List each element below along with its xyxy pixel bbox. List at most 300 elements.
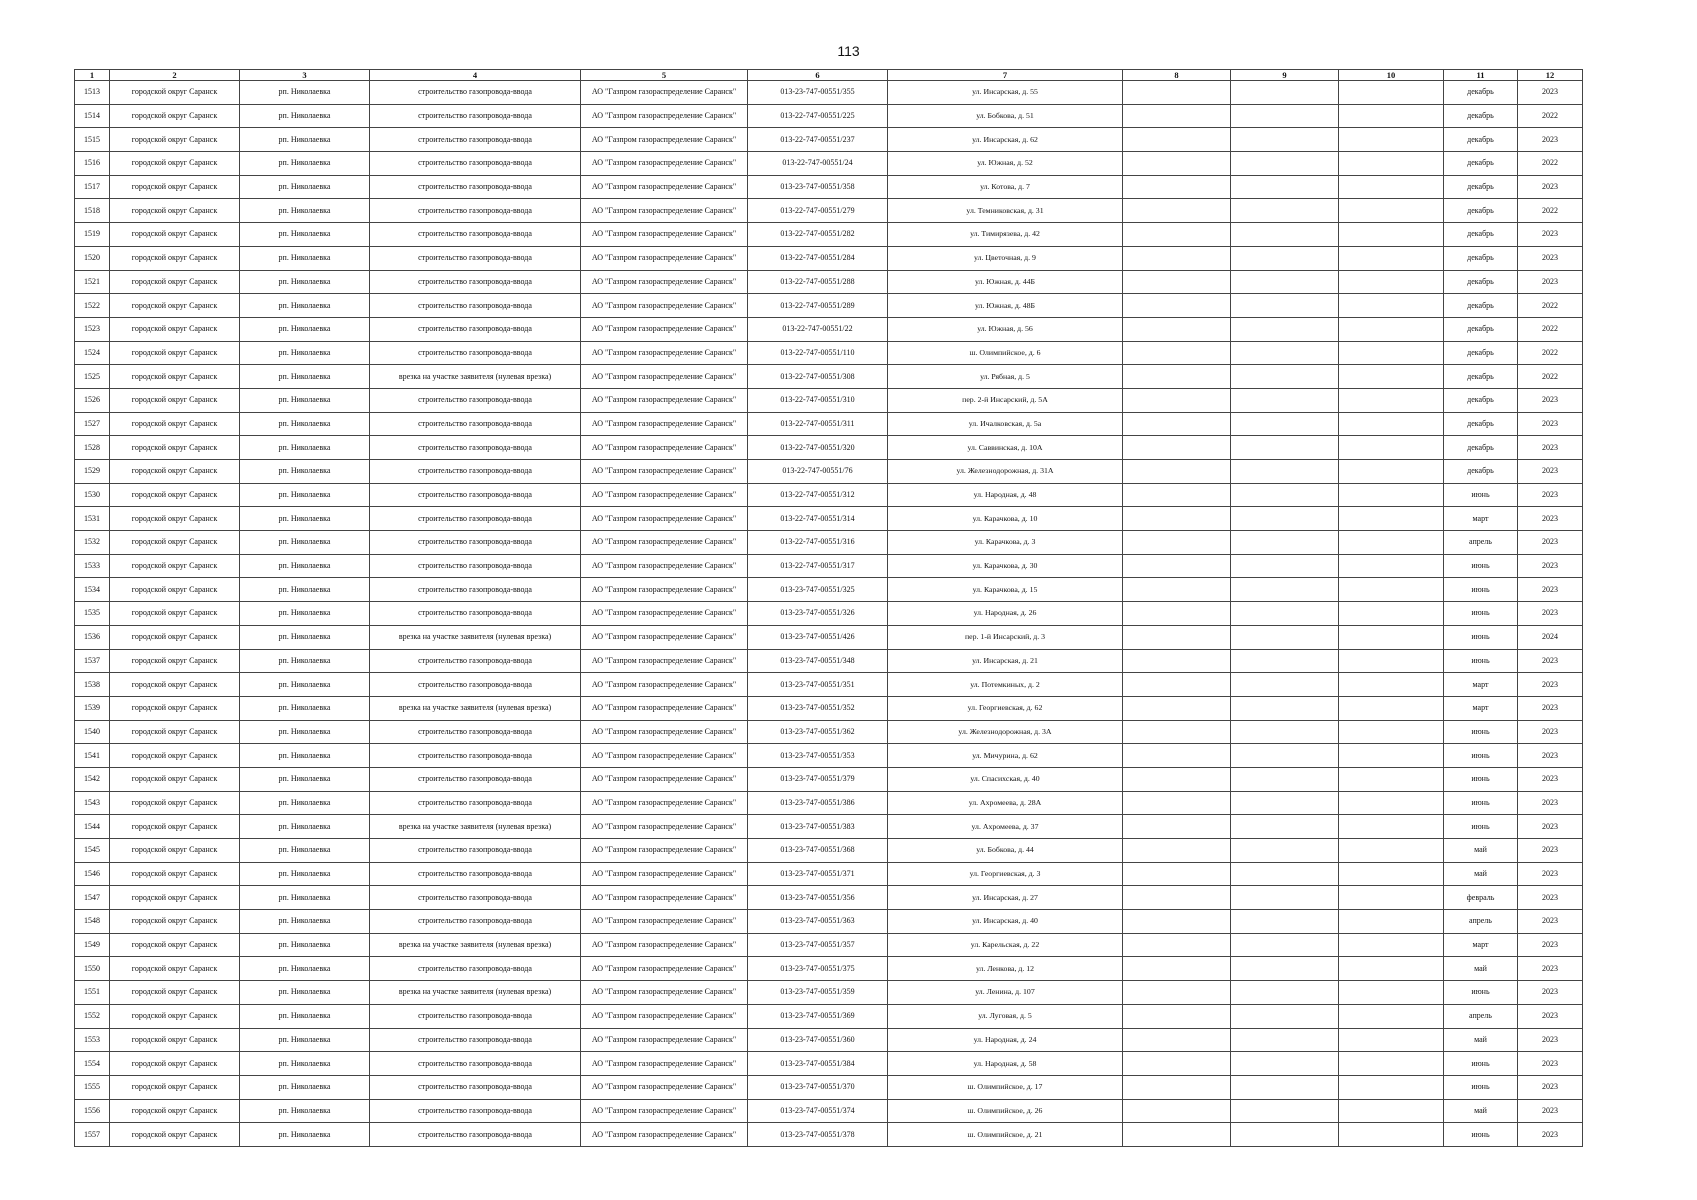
- cell-organization: АО "Газпром газораспределение Саранск": [581, 365, 748, 389]
- table-row: [75, 246, 1583, 270]
- cell-year: 2022: [1518, 317, 1583, 341]
- cell-row-number: 1517: [75, 175, 110, 199]
- cell-row-number: 1514: [75, 104, 110, 128]
- cell-month: июнь: [1444, 744, 1518, 768]
- cell-organization: АО "Газпром газораспределение Саранск": [581, 199, 748, 223]
- cell-col-8: [1123, 815, 1231, 839]
- cell-col-8: [1123, 412, 1231, 436]
- cell-col-8: [1123, 933, 1231, 957]
- cell-work-type: строительство газопровода-ввода: [370, 412, 581, 436]
- cell-organization: АО "Газпром газораспределение Саранск": [581, 554, 748, 578]
- cell-application-number: 013-22-747-00551/317: [748, 554, 888, 578]
- cell-application-number: 013-23-747-00551/386: [748, 791, 888, 815]
- cell-work-type: строительство газопровода-ввода: [370, 81, 581, 105]
- cell-application-number: 013-23-747-00551/375: [748, 957, 888, 981]
- cell-row-number: 1531: [75, 507, 110, 531]
- cell-month: апрель: [1444, 1004, 1518, 1028]
- cell-col-9: [1231, 696, 1339, 720]
- cell-year: 2023: [1518, 507, 1583, 531]
- cell-municipality: городской округ Саранск: [110, 128, 240, 152]
- cell-year: 2023: [1518, 483, 1583, 507]
- cell-year: 2023: [1518, 744, 1583, 768]
- cell-year: 2023: [1518, 128, 1583, 152]
- table-row: [75, 649, 1583, 673]
- cell-application-number: 013-22-747-00551/22: [748, 317, 888, 341]
- cell-month: декабрь: [1444, 152, 1518, 176]
- table-row: [75, 294, 1583, 318]
- cell-address: ул. Котова, д. 7: [888, 175, 1123, 199]
- cell-year: 2023: [1518, 886, 1583, 910]
- cell-month: декабрь: [1444, 388, 1518, 412]
- cell-address: ул. Южная, д. 56: [888, 317, 1123, 341]
- cell-settlement: рп. Николаевка: [240, 1028, 370, 1052]
- cell-col-8: [1123, 791, 1231, 815]
- cell-settlement: рп. Николаевка: [240, 507, 370, 531]
- cell-municipality: городской округ Саранск: [110, 507, 240, 531]
- cell-month: июнь: [1444, 1052, 1518, 1076]
- cell-address: ул. Железнодорожная, д. 3А: [888, 720, 1123, 744]
- cell-application-number: 013-23-747-00551/362: [748, 720, 888, 744]
- cell-row-number: 1518: [75, 199, 110, 223]
- cell-col-10: [1339, 886, 1444, 910]
- cell-year: 2023: [1518, 957, 1583, 981]
- cell-settlement: рп. Николаевка: [240, 128, 370, 152]
- cell-row-number: 1534: [75, 578, 110, 602]
- table-row: [75, 365, 1583, 389]
- cell-col-10: [1339, 862, 1444, 886]
- table-row: [75, 720, 1583, 744]
- cell-settlement: рп. Николаевка: [240, 1052, 370, 1076]
- col-header: 2: [110, 70, 240, 81]
- cell-address: ул. Потемкиных, д. 2: [888, 673, 1123, 697]
- cell-col-9: [1231, 767, 1339, 791]
- cell-municipality: городской округ Саранск: [110, 791, 240, 815]
- cell-row-number: 1553: [75, 1028, 110, 1052]
- cell-col-8: [1123, 436, 1231, 460]
- cell-col-8: [1123, 1123, 1231, 1147]
- cell-work-type: строительство газопровода-ввода: [370, 483, 581, 507]
- cell-year: 2022: [1518, 341, 1583, 365]
- cell-month: февраль: [1444, 886, 1518, 910]
- cell-col-8: [1123, 460, 1231, 484]
- table-row: [75, 767, 1583, 791]
- cell-col-8: [1123, 246, 1231, 270]
- cell-col-10: [1339, 744, 1444, 768]
- cell-work-type: строительство газопровода-ввода: [370, 104, 581, 128]
- cell-col-10: [1339, 365, 1444, 389]
- table-row: [75, 341, 1583, 365]
- cell-address: ул. Ичалковская, д. 5а: [888, 412, 1123, 436]
- cell-municipality: городской округ Саранск: [110, 341, 240, 365]
- cell-municipality: городской округ Саранск: [110, 554, 240, 578]
- cell-settlement: рп. Николаевка: [240, 602, 370, 626]
- cell-address: ул. Тимирязева, д. 42: [888, 223, 1123, 247]
- cell-col-10: [1339, 791, 1444, 815]
- cell-year: 2023: [1518, 791, 1583, 815]
- cell-work-type: строительство газопровода-ввода: [370, 791, 581, 815]
- cell-work-type: врезка на участке заявителя (нулевая врезка): [370, 625, 581, 649]
- cell-work-type: строительство газопровода-ввода: [370, 578, 581, 602]
- cell-settlement: рп. Николаевка: [240, 1075, 370, 1099]
- cell-col-10: [1339, 720, 1444, 744]
- cell-month: июнь: [1444, 791, 1518, 815]
- col-header: 3: [240, 70, 370, 81]
- cell-municipality: городской округ Саранск: [110, 981, 240, 1005]
- cell-col-10: [1339, 1075, 1444, 1099]
- cell-year: 2023: [1518, 1123, 1583, 1147]
- cell-organization: АО "Газпром газораспределение Саранск": [581, 460, 748, 484]
- cell-work-type: строительство газопровода-ввода: [370, 910, 581, 934]
- cell-year: 2023: [1518, 767, 1583, 791]
- cell-col-8: [1123, 744, 1231, 768]
- cell-work-type: строительство газопровода-ввода: [370, 507, 581, 531]
- cell-application-number: 013-23-747-00551/379: [748, 767, 888, 791]
- cell-address: ул. Железнодорожная, д. 31А: [888, 460, 1123, 484]
- cell-work-type: строительство газопровода-ввода: [370, 862, 581, 886]
- cell-year: 2023: [1518, 436, 1583, 460]
- cell-work-type: строительство газопровода-ввода: [370, 720, 581, 744]
- cell-col-8: [1123, 886, 1231, 910]
- cell-col-10: [1339, 317, 1444, 341]
- cell-municipality: городской округ Саранск: [110, 578, 240, 602]
- cell-municipality: городской округ Саранск: [110, 388, 240, 412]
- cell-settlement: рп. Николаевка: [240, 815, 370, 839]
- cell-month: июнь: [1444, 1075, 1518, 1099]
- cell-row-number: 1551: [75, 981, 110, 1005]
- cell-row-number: 1546: [75, 862, 110, 886]
- cell-municipality: городской округ Саранск: [110, 1123, 240, 1147]
- cell-row-number: 1548: [75, 910, 110, 934]
- cell-col-8: [1123, 223, 1231, 247]
- cell-organization: АО "Газпром газораспределение Саранск": [581, 1075, 748, 1099]
- cell-col-9: [1231, 483, 1339, 507]
- cell-organization: АО "Газпром газораспределение Саранск": [581, 1123, 748, 1147]
- cell-settlement: рп. Николаевка: [240, 625, 370, 649]
- cell-application-number: 013-22-747-00551/314: [748, 507, 888, 531]
- cell-col-8: [1123, 317, 1231, 341]
- cell-row-number: 1521: [75, 270, 110, 294]
- cell-organization: АО "Газпром газораспределение Саранск": [581, 317, 748, 341]
- cell-col-9: [1231, 507, 1339, 531]
- cell-address: ул. Народная, д. 24: [888, 1028, 1123, 1052]
- cell-col-10: [1339, 981, 1444, 1005]
- table-row: [75, 175, 1583, 199]
- cell-col-9: [1231, 1028, 1339, 1052]
- cell-col-10: [1339, 554, 1444, 578]
- cell-settlement: рп. Николаевка: [240, 839, 370, 863]
- table-row: [75, 886, 1583, 910]
- table-row: [75, 270, 1583, 294]
- cell-col-9: [1231, 294, 1339, 318]
- cell-settlement: рп. Николаевка: [240, 649, 370, 673]
- cell-address: ул. Карачкова, д. 30: [888, 554, 1123, 578]
- cell-address: ул. Народная, д. 58: [888, 1052, 1123, 1076]
- cell-month: декабрь: [1444, 294, 1518, 318]
- cell-col-8: [1123, 862, 1231, 886]
- cell-settlement: рп. Николаевка: [240, 104, 370, 128]
- cell-col-10: [1339, 104, 1444, 128]
- cell-settlement: рп. Николаевка: [240, 696, 370, 720]
- cell-address: ул. Южная, д. 52: [888, 152, 1123, 176]
- cell-row-number: 1516: [75, 152, 110, 176]
- cell-work-type: врезка на участке заявителя (нулевая врезка): [370, 365, 581, 389]
- cell-row-number: 1519: [75, 223, 110, 247]
- cell-settlement: рп. Николаевка: [240, 460, 370, 484]
- cell-month: декабрь: [1444, 460, 1518, 484]
- cell-organization: АО "Газпром газораспределение Саранск": [581, 388, 748, 412]
- col-header: 1: [75, 70, 110, 81]
- cell-year: 2024: [1518, 625, 1583, 649]
- cell-col-9: [1231, 388, 1339, 412]
- cell-application-number: 013-23-747-00551/356: [748, 886, 888, 910]
- table-row: [75, 1004, 1583, 1028]
- cell-settlement: рп. Николаевка: [240, 981, 370, 1005]
- cell-municipality: городской округ Саранск: [110, 862, 240, 886]
- cell-settlement: рп. Николаевка: [240, 199, 370, 223]
- cell-address: ул. Мичурина, д. 62: [888, 744, 1123, 768]
- table-row: [75, 602, 1583, 626]
- cell-application-number: 013-23-747-00551/359: [748, 981, 888, 1005]
- col-header: 7: [888, 70, 1123, 81]
- cell-settlement: рп. Николаевка: [240, 744, 370, 768]
- cell-address: ул. Народная, д. 48: [888, 483, 1123, 507]
- cell-month: декабрь: [1444, 270, 1518, 294]
- cell-municipality: городской округ Саранск: [110, 933, 240, 957]
- cell-settlement: рп. Николаевка: [240, 365, 370, 389]
- cell-row-number: 1555: [75, 1075, 110, 1099]
- cell-municipality: городской округ Саранск: [110, 1028, 240, 1052]
- cell-row-number: 1542: [75, 767, 110, 791]
- cell-application-number: 013-23-747-00551/358: [748, 175, 888, 199]
- cell-month: июнь: [1444, 767, 1518, 791]
- cell-row-number: 1552: [75, 1004, 110, 1028]
- cell-month: декабрь: [1444, 365, 1518, 389]
- cell-organization: АО "Газпром газораспределение Саранск": [581, 602, 748, 626]
- cell-row-number: 1535: [75, 602, 110, 626]
- cell-col-8: [1123, 673, 1231, 697]
- cell-year: 2023: [1518, 1028, 1583, 1052]
- cell-settlement: рп. Николаевка: [240, 1004, 370, 1028]
- cell-municipality: городской округ Саранск: [110, 81, 240, 105]
- cell-address: ул. Ленина, д. 107: [888, 981, 1123, 1005]
- cell-work-type: строительство газопровода-ввода: [370, 460, 581, 484]
- cell-col-10: [1339, 128, 1444, 152]
- cell-col-9: [1231, 886, 1339, 910]
- cell-application-number: 013-23-747-00551/357: [748, 933, 888, 957]
- cell-year: 2023: [1518, 933, 1583, 957]
- table-row: [75, 957, 1583, 981]
- cell-col-8: [1123, 1004, 1231, 1028]
- cell-col-10: [1339, 483, 1444, 507]
- cell-row-number: 1526: [75, 388, 110, 412]
- cell-work-type: врезка на участке заявителя (нулевая врезка): [370, 933, 581, 957]
- cell-organization: АО "Газпром газораспределение Саранск": [581, 578, 748, 602]
- cell-col-8: [1123, 1075, 1231, 1099]
- table-row: [75, 1028, 1583, 1052]
- cell-col-9: [1231, 223, 1339, 247]
- cell-row-number: 1515: [75, 128, 110, 152]
- cell-application-number: 013-23-747-00551/383: [748, 815, 888, 839]
- table-row: [75, 507, 1583, 531]
- cell-settlement: рп. Николаевка: [240, 957, 370, 981]
- cell-year: 2023: [1518, 815, 1583, 839]
- cell-municipality: городской округ Саранск: [110, 673, 240, 697]
- cell-address: ул. Карельская, д. 22: [888, 933, 1123, 957]
- cell-col-8: [1123, 388, 1231, 412]
- cell-work-type: строительство газопровода-ввода: [370, 199, 581, 223]
- cell-month: июнь: [1444, 1123, 1518, 1147]
- cell-col-10: [1339, 436, 1444, 460]
- cell-settlement: рп. Николаевка: [240, 294, 370, 318]
- table-row: [75, 1123, 1583, 1147]
- cell-col-9: [1231, 933, 1339, 957]
- table-header-row: [75, 70, 1583, 81]
- cell-col-8: [1123, 649, 1231, 673]
- cell-month: май: [1444, 839, 1518, 863]
- cell-month: июнь: [1444, 649, 1518, 673]
- cell-year: 2023: [1518, 1075, 1583, 1099]
- cell-row-number: 1522: [75, 294, 110, 318]
- cell-address: ул. Инсарская, д. 40: [888, 910, 1123, 934]
- page-number: 113: [837, 43, 860, 59]
- cell-year: 2023: [1518, 223, 1583, 247]
- cell-row-number: 1557: [75, 1123, 110, 1147]
- cell-col-8: [1123, 767, 1231, 791]
- cell-col-10: [1339, 175, 1444, 199]
- table-row: [75, 791, 1583, 815]
- cell-col-9: [1231, 365, 1339, 389]
- cell-settlement: рп. Николаевка: [240, 910, 370, 934]
- cell-col-8: [1123, 578, 1231, 602]
- cell-year: 2023: [1518, 910, 1583, 934]
- cell-col-9: [1231, 175, 1339, 199]
- cell-organization: АО "Газпром газораспределение Саранск": [581, 933, 748, 957]
- cell-address: ул. Инсарская, д. 55: [888, 81, 1123, 105]
- cell-work-type: строительство газопровода-ввода: [370, 1099, 581, 1123]
- table-row: [75, 223, 1583, 247]
- cell-month: март: [1444, 673, 1518, 697]
- cell-work-type: строительство газопровода-ввода: [370, 1052, 581, 1076]
- cell-col-10: [1339, 1123, 1444, 1147]
- cell-organization: АО "Газпром газораспределение Саранск": [581, 1052, 748, 1076]
- table-row: [75, 578, 1583, 602]
- cell-year: 2023: [1518, 981, 1583, 1005]
- col-header: 5: [581, 70, 748, 81]
- cell-application-number: 013-22-747-00551/320: [748, 436, 888, 460]
- cell-col-9: [1231, 744, 1339, 768]
- cell-month: декабрь: [1444, 199, 1518, 223]
- cell-col-10: [1339, 223, 1444, 247]
- cell-address: ул. Спасихская, д. 40: [888, 767, 1123, 791]
- cell-col-9: [1231, 602, 1339, 626]
- cell-month: декабрь: [1444, 175, 1518, 199]
- cell-month: май: [1444, 957, 1518, 981]
- cell-work-type: строительство газопровода-ввода: [370, 767, 581, 791]
- cell-application-number: 013-23-747-00551/325: [748, 578, 888, 602]
- cell-application-number: 013-23-747-00551/352: [748, 696, 888, 720]
- cell-settlement: рп. Николаевка: [240, 483, 370, 507]
- col-header: 12: [1518, 70, 1583, 81]
- cell-application-number: 013-23-747-00551/355: [748, 81, 888, 105]
- cell-year: 2022: [1518, 152, 1583, 176]
- cell-col-9: [1231, 460, 1339, 484]
- cell-work-type: строительство газопровода-ввода: [370, 128, 581, 152]
- cell-col-8: [1123, 957, 1231, 981]
- cell-col-8: [1123, 696, 1231, 720]
- col-header: 9: [1231, 70, 1339, 81]
- cell-work-type: строительство газопровода-ввода: [370, 223, 581, 247]
- cell-col-9: [1231, 625, 1339, 649]
- cell-application-number: 013-22-747-00551/289: [748, 294, 888, 318]
- cell-col-10: [1339, 412, 1444, 436]
- cell-year: 2023: [1518, 1052, 1583, 1076]
- cell-address: ул. Ленкова, д. 12: [888, 957, 1123, 981]
- cell-row-number: 1550: [75, 957, 110, 981]
- cell-municipality: городской округ Саранск: [110, 175, 240, 199]
- col-header: 11: [1444, 70, 1518, 81]
- cell-organization: АО "Газпром газораспределение Саранск": [581, 649, 748, 673]
- cell-municipality: городской округ Саранск: [110, 199, 240, 223]
- cell-organization: АО "Газпром газораспределение Саранск": [581, 957, 748, 981]
- cell-row-number: 1529: [75, 460, 110, 484]
- cell-col-9: [1231, 1052, 1339, 1076]
- cell-organization: АО "Газпром газораспределение Саранск": [581, 152, 748, 176]
- cell-month: июнь: [1444, 815, 1518, 839]
- cell-month: декабрь: [1444, 223, 1518, 247]
- cell-col-8: [1123, 981, 1231, 1005]
- table-row: [75, 199, 1583, 223]
- cell-month: декабрь: [1444, 128, 1518, 152]
- cell-work-type: строительство газопровода-ввода: [370, 1028, 581, 1052]
- cell-month: июнь: [1444, 720, 1518, 744]
- cell-year: 2023: [1518, 602, 1583, 626]
- cell-application-number: 013-22-747-00551/316: [748, 531, 888, 555]
- cell-settlement: рп. Николаевка: [240, 554, 370, 578]
- cell-month: июнь: [1444, 602, 1518, 626]
- cell-row-number: 1554: [75, 1052, 110, 1076]
- cell-work-type: строительство газопровода-ввода: [370, 175, 581, 199]
- cell-address: ул. Темниковская, д. 31: [888, 199, 1123, 223]
- cell-work-type: строительство газопровода-ввода: [370, 152, 581, 176]
- cell-organization: АО "Газпром газораспределение Саранск": [581, 862, 748, 886]
- cell-settlement: рп. Николаевка: [240, 1123, 370, 1147]
- cell-month: июнь: [1444, 981, 1518, 1005]
- cell-municipality: городской округ Саранск: [110, 720, 240, 744]
- table-body: [75, 81, 1583, 1147]
- cell-col-10: [1339, 199, 1444, 223]
- cell-settlement: рп. Николаевка: [240, 1099, 370, 1123]
- table-row: [75, 815, 1583, 839]
- cell-year: 2023: [1518, 720, 1583, 744]
- cell-settlement: рп. Николаевка: [240, 341, 370, 365]
- cell-year: 2023: [1518, 839, 1583, 863]
- cell-col-9: [1231, 1099, 1339, 1123]
- cell-col-8: [1123, 1052, 1231, 1076]
- cell-col-8: [1123, 720, 1231, 744]
- cell-col-8: [1123, 507, 1231, 531]
- cell-municipality: городской округ Саранск: [110, 625, 240, 649]
- cell-organization: АО "Газпром газораспределение Саранск": [581, 839, 748, 863]
- cell-col-10: [1339, 152, 1444, 176]
- table-row: [75, 673, 1583, 697]
- cell-address: ул. Южная, д. 44Б: [888, 270, 1123, 294]
- table-row: [75, 625, 1583, 649]
- cell-settlement: рп. Николаевка: [240, 767, 370, 791]
- cell-organization: АО "Газпром газораспределение Саранск": [581, 436, 748, 460]
- cell-col-10: [1339, 933, 1444, 957]
- cell-municipality: городской округ Саранск: [110, 223, 240, 247]
- cell-row-number: 1541: [75, 744, 110, 768]
